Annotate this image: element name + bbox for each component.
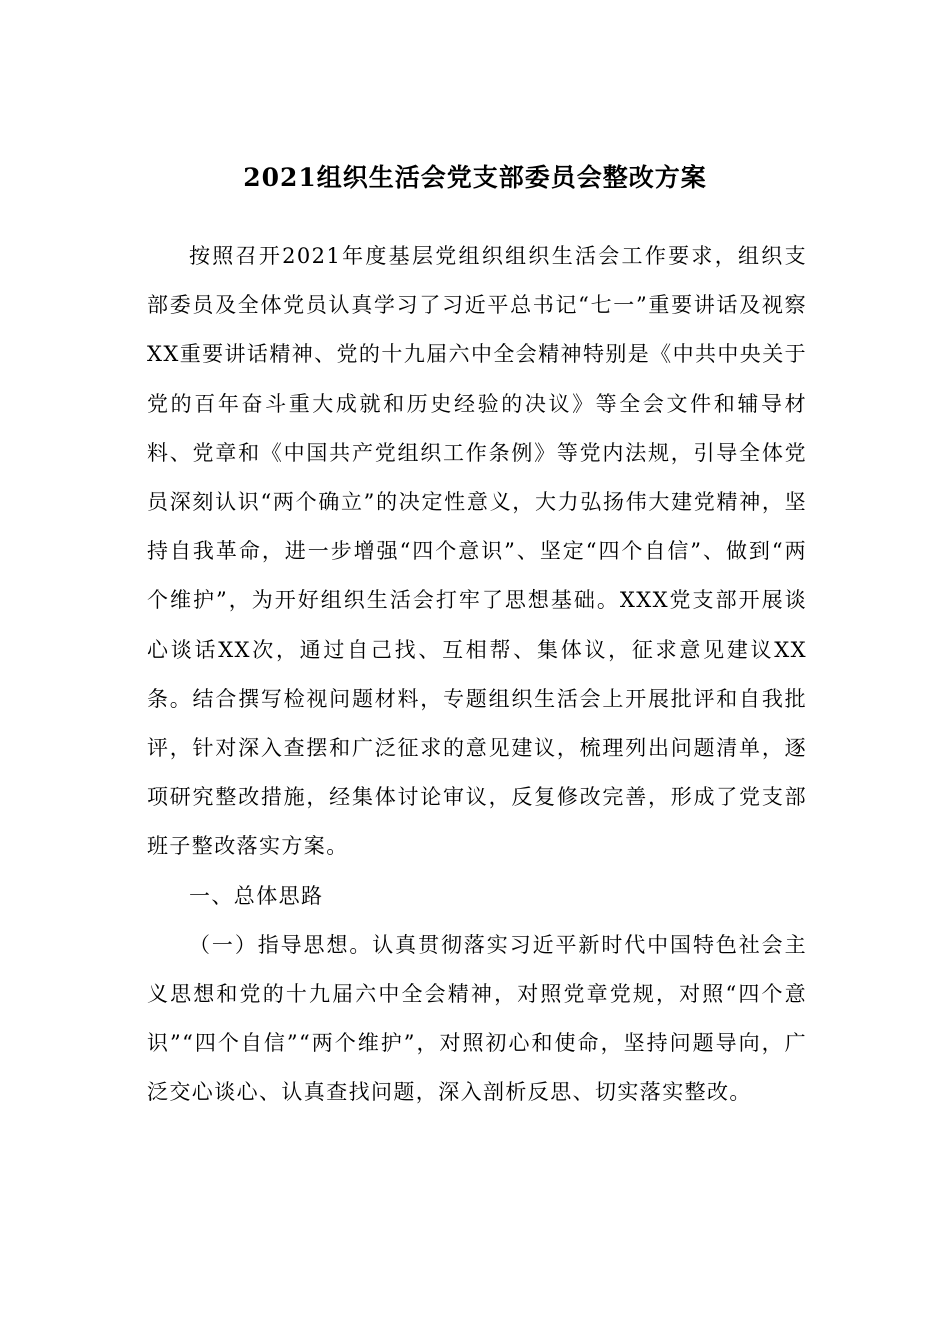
document-body bbox=[147, 232, 807, 1118]
section-heading-overall-approach: 一、总体思路 bbox=[189, 883, 324, 908]
paragraph-intro: 按照召开2021年度基层党组织组织生活会工作要求，组织支部委员及全体党员认真学习了习近平总书记“七一”重要讲话及视察XX重要讲话精神、党的十九届六中全会精神特别是《中共中央关于党的百年奋斗重大成就和历史经验的决议》等全会文件和辅导材料、党章和《中国共产党组织工作条例》等党内法规，引导全体党员深刻认识“两个确立”的决定性意义，大力弘扬伟大建党精神，坚持自我革命，进一步增强“四个意识”、坚定“四个自信”、做到“两个维护”，为开好组织生活会打牢了思想基础。XXX党支部开展谈心谈话XX次，通过自己找、互相帮、集体议，征求意见建议XX条。结合撰写检视问题材料，专题组织生活会上开展批评和自我批评，针对深入查摆和广泛征求的意见建议，梳理列出问题清单，逐项研究整改措施，经集体讨论审议，反复修改完善，形成了党支部班子整改落实方案。 bbox=[147, 244, 807, 859]
document-title: 2021组织生活会党支部委员会整改方案 bbox=[243, 163, 707, 192]
paragraph-guiding-thought: （一）指导思想。认真贯彻落实习近平新时代中国特色社会主义思想和党的十九届六中全会精神，对照党章党规，对照“四个意识”“四个自信”“两个维护”，对照初心和使命，坚持问题导向，广泛交心谈心、认真查找问题，深入剖析反思、切实落实整改。 bbox=[147, 932, 807, 1105]
